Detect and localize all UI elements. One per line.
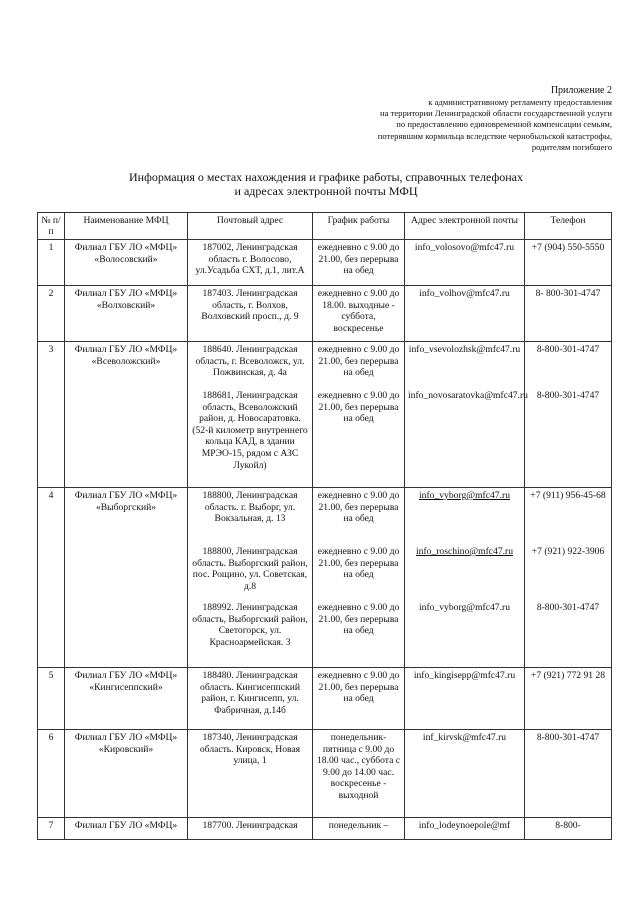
header-postal-address: Почтовый адрес	[188, 213, 313, 240]
email-address-cell	[405, 730, 525, 818]
phone-number[interactable]: +7 (921) 772 91 28	[530, 670, 606, 681]
work-schedule: ежедневно с 9.00 до 18.00. выходные - суббота, воскресенье	[317, 288, 400, 334]
mfc-name: Филиал ГБУ ЛО «МФЦ» «Волосовский»	[65, 240, 188, 286]
header-phone: Телефон	[525, 213, 612, 240]
work-schedule: ежедневно с 9.00 до 21.00, без перерыва на обед	[317, 602, 400, 637]
appendix-line: родителям погибшего	[531, 141, 612, 152]
table-row	[38, 730, 612, 818]
phone-number[interactable]: 8-800-301-4747	[536, 390, 600, 401]
row-number: 5	[38, 668, 65, 730]
work-schedule: ежедневно с 9.00 до 21.00, без перерыва на обед	[317, 490, 400, 525]
phone-number-cell	[525, 668, 612, 730]
email-address[interactable]: info_volosovo@mfc47.ru	[414, 242, 515, 253]
email-address[interactable]: info_volhov@mfc47.ru	[419, 288, 510, 299]
email-address-cell	[405, 240, 525, 286]
postal-address-cell	[188, 730, 313, 818]
appendix-title: Приложение 2	[550, 85, 612, 96]
work-schedule: понедельник-пятница с 9.00 до 18.00 час., суббота с 9.00 до 14.00 час. воскресенье - выходной	[317, 732, 400, 801]
postal-address-cell	[188, 668, 313, 730]
postal-address-cell	[188, 818, 313, 840]
work-schedule-cell	[313, 818, 405, 840]
postal-address-cell	[188, 240, 313, 286]
phone-number-cell	[525, 730, 612, 818]
row-number: 3	[38, 342, 65, 488]
email-address[interactable]: inf_kirvsk@mfc47.ru	[422, 732, 507, 743]
mfc-name: Филиал ГБУ ЛО «МФЦ» «Всеволожский»	[65, 342, 188, 488]
table-row	[38, 342, 612, 488]
phone-number-cell	[525, 818, 612, 840]
postal-address: 188640. Ленинградская область, г. Всеволожск, ул. Пожвинская, д. 4а	[195, 344, 305, 379]
email-address-cell	[405, 342, 528, 488]
header-mfc-name: Наименование МФЦ	[65, 213, 188, 240]
email-address-cell	[405, 286, 525, 342]
mfc-name: Филиал ГБУ ЛО «МФЦ» «Выборгский»	[65, 488, 188, 668]
appendix-block	[282, 84, 612, 153]
table-row	[38, 668, 612, 730]
work-schedule: ежедневно с 9.00 до 21.00, без перерыва на обед	[317, 546, 400, 581]
work-schedule-cell	[313, 668, 405, 730]
phone-number[interactable]: +7 (921) 922-3906	[531, 546, 605, 557]
email-address[interactable]: info_vsevolozhsk@mfc47.ru	[408, 344, 521, 355]
phone-number-cell	[525, 342, 612, 488]
phone-number[interactable]: +7 (911) 956-45-68	[530, 490, 606, 501]
email-address[interactable]: info_roschino@mfc47.ru	[415, 546, 514, 557]
mfc-name: Филиал ГБУ ЛО «МФЦ»	[65, 818, 188, 840]
appendix-line: к административному регламенту предоставления	[428, 97, 612, 107]
table-row	[38, 286, 612, 342]
phone-number-cell	[525, 488, 612, 668]
email-address[interactable]: info_kingisepp@mfc47.ru	[413, 670, 516, 681]
postal-address: 188681, Ленинградская область, Всеволожский район, д. Новосаратовка. (52-й километр внутреннего кольца КАД, в здании МРЭО-15, рядом с АЗС Лукойл)	[192, 390, 308, 471]
postal-address: 188800, Ленинградская область. Выборгский район, пос. Рощино, ул. Советская, д.8	[192, 546, 308, 592]
phone-number[interactable]: 8-800-301-4747	[536, 602, 600, 613]
appendix-line: потерявшим кормильца вследствие чернобыльской катастрофы,	[377, 130, 612, 141]
email-address-cell	[405, 818, 525, 840]
table-row	[38, 488, 612, 668]
mfc-table	[37, 212, 612, 840]
work-schedule: ежедневно с 9.00 до 21.00, без перерыва на обед	[317, 242, 400, 277]
phone-number-cell	[525, 286, 612, 342]
appendix-line: по предоставлению единовременной компенсации семьям,	[396, 119, 612, 130]
email-address-cell	[405, 668, 525, 730]
mfc-name: Филиал ГБУ ЛО «МФЦ» «Кировский»	[65, 730, 188, 818]
phone-number-cell	[525, 240, 612, 286]
work-schedule: понедельник –	[328, 820, 389, 831]
email-address[interactable]: info_lodeynoepole@mf	[418, 820, 511, 831]
work-schedule-cell	[313, 286, 405, 342]
work-schedule-cell	[313, 488, 405, 668]
phone-number[interactable]: 8- 800-301-4747	[535, 288, 601, 299]
postal-address: 187340, Ленинградская область. Кировск, Новая улица, 1	[199, 732, 301, 767]
work-schedule-cell	[313, 240, 405, 286]
header-schedule: График работы	[313, 213, 405, 240]
table-row	[38, 818, 612, 840]
work-schedule-cell	[313, 342, 405, 488]
postal-address-cell	[188, 488, 313, 668]
work-schedule: ежедневно с 9.00 до 21.00, без перерыва на обед	[317, 390, 400, 425]
table-header-row	[38, 213, 612, 240]
work-schedule: ежедневно с 9.00 до 21.00, без перерыва на обед	[317, 344, 400, 379]
header-email: Адрес электронной почты	[405, 213, 525, 240]
postal-address-cell	[188, 286, 313, 342]
postal-address-cell	[188, 342, 313, 488]
document-title	[96, 170, 556, 198]
table-row	[38, 240, 612, 286]
work-schedule: ежедневно с 9.00 до 21.00, без перерыва на обед	[317, 670, 400, 705]
phone-number[interactable]: +7 (904) 550-5550	[531, 242, 605, 253]
email-address[interactable]: info_novosaratovka@mfc47.ru	[408, 390, 528, 401]
appendix-line: на территории Ленинградской области государственной услуги	[380, 108, 612, 119]
document-title-line: и адресах электронной почты МФЦ	[234, 184, 418, 198]
email-address[interactable]: info_vyborg@mfc47.ru	[419, 490, 510, 501]
header-number: № п/п	[38, 213, 65, 240]
row-number: 2	[38, 286, 65, 342]
email-address[interactable]: info_vyborg@mfc47.ru	[419, 602, 510, 613]
document-title-line: Информация о местах нахождения и графике работы, справочных телефонах	[129, 170, 523, 184]
mfc-name: Филиал ГБУ ЛО «МФЦ» «Кингисеппский»	[65, 668, 188, 730]
postal-address: 188800, Ленинградская область. г. Выборг, ул. Вокзальная, д. 13	[202, 490, 298, 525]
postal-address: 187403. Ленинградская область, г. Волхов, Волховский просп., д. 9	[201, 288, 299, 323]
mfc-name: Филиал ГБУ ЛО «МФЦ» «Волховский»	[65, 286, 188, 342]
row-number: 7	[38, 818, 65, 840]
row-number: 1	[38, 240, 65, 286]
postal-address: 188480. Ленинградская область. Кингисеппский район, г. Кингисепп, ул. Фабричная, д.14б	[200, 670, 300, 716]
postal-address: 187002, Ленинградская область г. Волосово, ул.Усадьба СХТ, д.1, лит.А	[195, 242, 305, 277]
email-address-cell	[405, 488, 525, 668]
postal-address: 187700. Ленинградская	[202, 820, 298, 831]
row-number: 4	[38, 488, 65, 668]
work-schedule-cell	[313, 730, 405, 818]
phone-number[interactable]: 8-800-301-4747	[536, 344, 600, 355]
row-number: 6	[38, 730, 65, 818]
postal-address: 188992. Ленинградская область, Выборгский район, Светогорск, ул. Красноармейская. 3	[192, 602, 308, 648]
phone-number[interactable]: 8-800-	[555, 820, 581, 831]
phone-number[interactable]: 8-800-301-4747	[536, 732, 600, 743]
